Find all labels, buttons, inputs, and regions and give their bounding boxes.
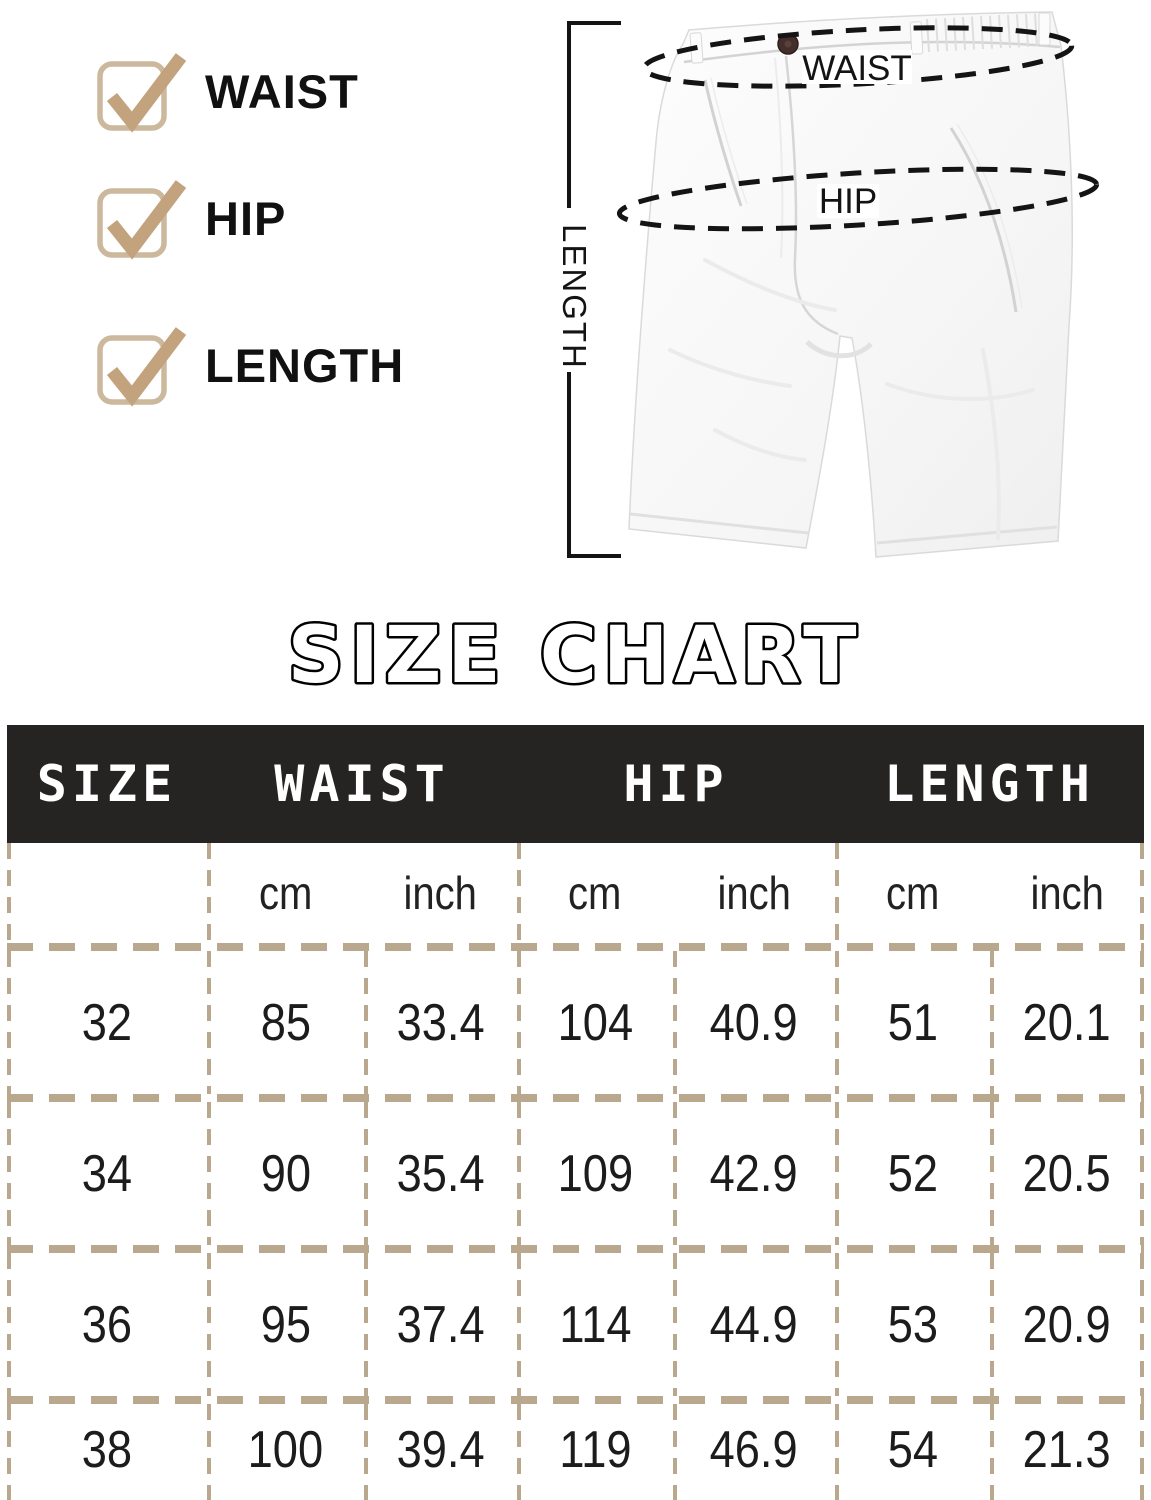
header-cell-length: LENGTH (884, 755, 1095, 813)
shorts-figure (555, 0, 1151, 600)
table-cell: 34 (7, 1102, 207, 1245)
table-cell: 104 (517, 951, 673, 1094)
unit-cell: inch (403, 867, 478, 919)
table-header-row (7, 725, 1144, 843)
table-cell: 38 (7, 1404, 207, 1500)
checklist-label: LENGTH (205, 338, 405, 392)
table-cell: 100 (207, 1404, 364, 1500)
table-cell: 21.3 (990, 1404, 1144, 1500)
table-cell: 20.1 (990, 951, 1144, 1094)
checklist-item-waist (95, 48, 359, 134)
unit-cell-empty (7, 843, 207, 943)
unit-cell: inch (717, 867, 791, 919)
shorts-photo-illustration (555, 0, 1151, 600)
unit-cell: cm (517, 843, 673, 943)
table-cell: 35.4 (364, 1102, 517, 1245)
size-chart-title (0, 598, 1151, 710)
table-row-divider (7, 1396, 1144, 1404)
table-row-size-36 (7, 1253, 1144, 1396)
table-cell: 44.9 (673, 1253, 835, 1396)
table-cell: 109 (517, 1102, 673, 1245)
shorts-body (629, 12, 1072, 557)
table-cell: 46.9 (673, 1404, 835, 1500)
table-cell: 53 (835, 1253, 990, 1396)
unit-cell: inch (990, 843, 1144, 943)
table-cell: 37.4 (364, 1253, 517, 1396)
length-annotation: LENGTH (556, 224, 593, 370)
header-cell-waist: WAIST (274, 755, 450, 813)
table-cell: 95 (207, 1253, 364, 1396)
table-row-size-32 (7, 951, 1144, 1094)
checklist-label: WAIST (205, 64, 359, 118)
header-cell-size: SIZE (36, 755, 178, 813)
table-cell: 51 (835, 951, 990, 1094)
table-cell: 85 (207, 951, 364, 1094)
header-cell-hip: HIP (623, 755, 729, 813)
checklist-item-length (95, 322, 404, 408)
table-cell: 114 (517, 1253, 673, 1396)
checklist-item-hip (95, 175, 286, 261)
checkbox-checked-icon (95, 322, 187, 408)
size-chart-title-text: SIZE CHART (287, 611, 863, 701)
size-table (7, 725, 1144, 1500)
table-row-divider (7, 1245, 1144, 1253)
checklist-label: HIP (205, 191, 287, 245)
checkbox-checked-icon (95, 48, 187, 134)
unit-cell: cm (207, 843, 364, 943)
table-cell: 32 (7, 951, 207, 1094)
checkbox-checked-icon (95, 175, 187, 261)
table-cell: 33.4 (364, 951, 517, 1094)
table-cell: 119 (517, 1404, 673, 1500)
waist-annotation: WAIST (802, 49, 912, 88)
table-cell: 54 (835, 1404, 990, 1500)
table-cell: 40.9 (673, 951, 835, 1094)
page-title (0, 598, 1151, 710)
table-row-divider (7, 1094, 1144, 1102)
table-cell: 39.4 (364, 1404, 517, 1500)
table-row-divider (7, 943, 1144, 951)
table-cell: 20.5 (990, 1102, 1144, 1245)
unit-cell: cm (835, 843, 990, 943)
table-cell: 52 (835, 1102, 990, 1245)
table-unit-row (7, 843, 1144, 943)
table-row-size-34 (7, 1102, 1144, 1245)
table-cell: 36 (7, 1253, 207, 1396)
table-cell: 20.9 (990, 1253, 1144, 1396)
hip-annotation: HIP (818, 182, 878, 221)
table-cell: 90 (207, 1102, 364, 1245)
table-cell: 42.9 (673, 1102, 835, 1245)
table-row-size-38 (7, 1404, 1144, 1500)
